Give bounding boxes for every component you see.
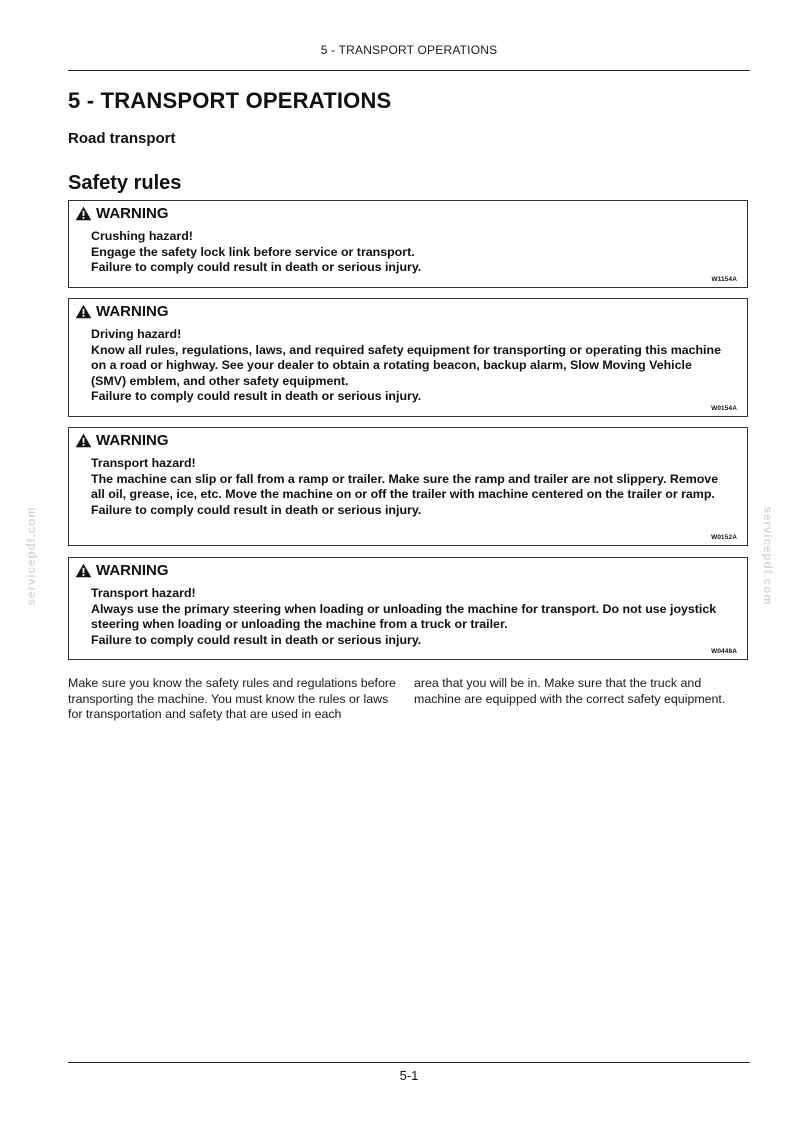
warning-consequence: Failure to comply could result in death or serious injury. (91, 260, 422, 274)
warning-code: W1154A (711, 276, 737, 283)
warning-instruction: Always use the primary steering when loading or unloading the machine for transport. Do not use joystick steering when loading or unloading the machine from a truck or trailer. (91, 601, 717, 631)
chapter-title: 5 - TRANSPORT OPERATIONS (68, 88, 392, 113)
warning-text (91, 327, 727, 405)
body-text (68, 676, 748, 723)
warning-label: WARNING (96, 205, 169, 222)
warning-code: W0152A (711, 534, 737, 541)
warning-text (91, 456, 727, 518)
warning-box-transport-steering (68, 557, 748, 660)
hazard-title: Transport hazard! (91, 456, 196, 470)
subheading-road-transport: Road transport (68, 130, 176, 147)
warning-box-crushing (68, 200, 748, 288)
warning-triangle-icon (75, 563, 92, 578)
warning-header (75, 432, 169, 449)
warning-label: WARNING (96, 432, 169, 449)
warning-code: W0448A (711, 648, 737, 655)
header-rule (68, 70, 750, 71)
warning-header (75, 562, 169, 579)
warning-consequence: Failure to comply could result in death or serious injury. (91, 502, 422, 517)
footer-rule (68, 1062, 750, 1063)
warning-instruction: Engage the safety lock link before service or transport. (91, 244, 415, 259)
warning-box-transport-ramp (68, 427, 748, 546)
warning-instruction: Know all rules, regulations, laws, and required safety equipment for transporting or operating this machine on a road or highway. See your dealer to obtain a rotating beacon, backup alarm, Slow Moving Vehicle (SMV) emblem, and other safety equipment. (91, 342, 721, 388)
warning-consequence: Failure to comply could result in death or serious injury. (91, 389, 422, 403)
section-heading-safety-rules: Safety rules (68, 172, 182, 194)
watermark-right: servicepdf.com (761, 506, 775, 606)
warning-code: W0154A (711, 405, 737, 412)
watermark-left: servicepdf.com (24, 506, 38, 606)
warning-triangle-icon (75, 206, 92, 221)
warning-header (75, 205, 169, 222)
warning-label: WARNING (96, 303, 169, 320)
hazard-title: Driving hazard! (91, 327, 182, 341)
warning-consequence: Failure to comply could result in death or serious injury. (91, 632, 422, 647)
body-column-right: area that you will be in. Make sure that the truck and machine are equipped with the correct safety equipment. (414, 676, 726, 706)
warning-triangle-icon (75, 304, 92, 319)
running-header: 5 - TRANSPORT OPERATIONS (320, 43, 498, 57)
hazard-title: Transport hazard! (91, 586, 196, 600)
body-column-left: Make sure you know the safety rules and regulations before transporting the machine. You must know the rules or laws for transportation and safety that are used in each (68, 676, 396, 721)
warning-box-driving (68, 298, 748, 417)
warning-header (75, 303, 169, 320)
page-number: 5-1 (399, 1068, 419, 1083)
warning-text (91, 229, 727, 276)
warning-text (91, 586, 727, 648)
warning-instruction: The machine can slip or fall from a ramp or trailer. Make sure the ramp and trailer are not slippery. Remove all oil, grease, ice, etc. Move the machine on or off the trailer with machine centered on the trailer or ramp. (91, 471, 719, 501)
warning-label: WARNING (96, 562, 169, 579)
hazard-title: Crushing hazard! (91, 229, 193, 243)
warning-triangle-icon (75, 433, 92, 448)
